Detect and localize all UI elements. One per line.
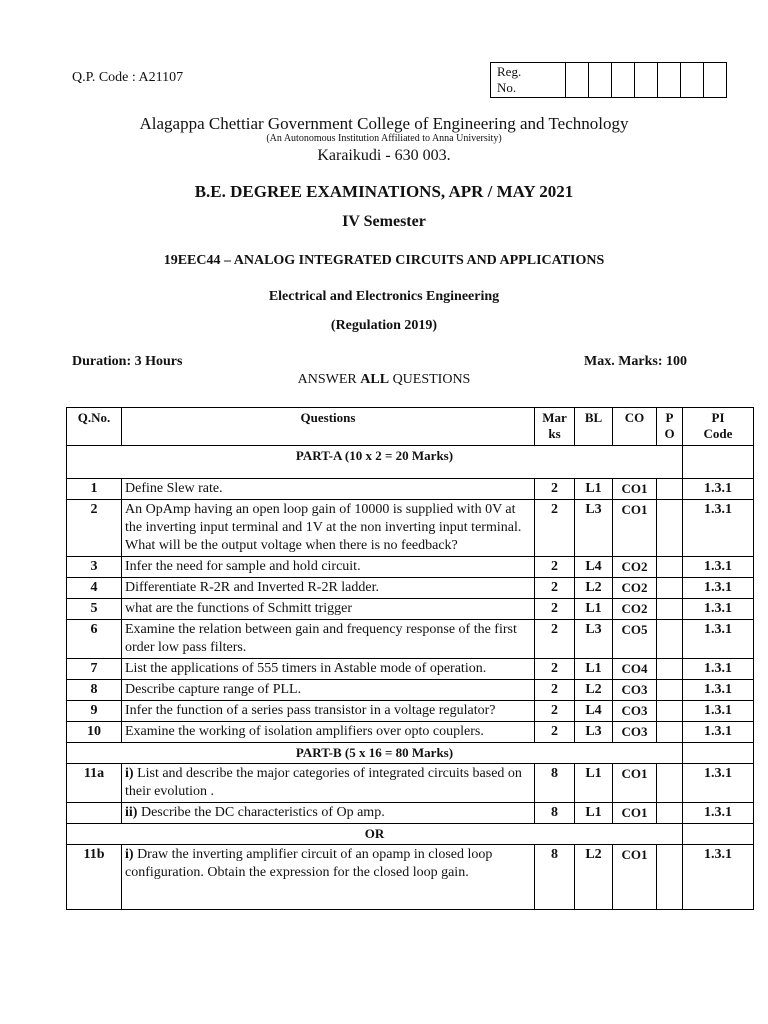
bl-cell: L3 <box>575 500 613 557</box>
semester: IV Semester <box>342 213 426 230</box>
table-row <box>67 599 754 620</box>
question-number: 11a <box>67 764 122 803</box>
sub-question-label: i) <box>125 847 134 862</box>
header-pi <box>683 408 754 446</box>
part-a-heading: PART-A (10 x 2 = 20 Marks) <box>67 446 683 479</box>
reg-digit-box[interactable] <box>681 63 704 98</box>
department: Electrical and Electronics Engineering <box>268 289 500 304</box>
marks-cell: 2 <box>535 680 575 701</box>
bl-cell: L3 <box>575 620 613 659</box>
pi-cell: 1.3.1 <box>683 659 754 680</box>
co-cell: CO3 <box>613 680 657 701</box>
marks-cell: 8 <box>535 764 575 803</box>
co-cell: CO1 <box>613 803 657 824</box>
bl-cell: L2 <box>575 845 613 910</box>
table-row <box>67 578 754 599</box>
pi-cell: 1.3.1 <box>683 599 754 620</box>
question-text: An OpAmp having an open loop gain of 10000 is supplied with 0V at the inverting input terminal and 1V at the non inverting input terminal. What will be the output voltage when there is no feedback? <box>122 500 535 557</box>
header-po-l1: P <box>665 410 674 425</box>
po-cell <box>657 803 683 824</box>
po-cell <box>657 845 683 910</box>
question-number: 4 <box>67 578 122 599</box>
or-separator: OR <box>67 824 683 845</box>
table-row <box>67 500 754 557</box>
bl-cell: L1 <box>575 803 613 824</box>
table-header-row <box>67 408 754 446</box>
marks-cell: 2 <box>535 722 575 743</box>
question-number: 2 <box>67 500 122 557</box>
part-a-heading-empty <box>683 446 754 479</box>
question-number <box>67 803 122 824</box>
co-cell: CO2 <box>613 557 657 578</box>
po-cell <box>657 680 683 701</box>
header-marks-l1: Mar <box>542 410 567 425</box>
header-po <box>657 408 683 446</box>
pi-cell: 1.3.1 <box>683 722 754 743</box>
pi-cell: 1.3.1 <box>683 680 754 701</box>
header-pi-l2: Code <box>703 426 733 441</box>
question-number: 5 <box>67 599 122 620</box>
course-title: 19EEC44 – ANALOG INTEGRATED CIRCUITS AND APPLICATIONS <box>163 253 605 268</box>
co-cell: CO1 <box>613 845 657 910</box>
marks-cell: 2 <box>535 659 575 680</box>
table-row <box>67 620 754 659</box>
co-cell: CO2 <box>613 578 657 599</box>
affiliation: (An Autonomous Institution Affiliated to Anna University) <box>266 133 502 144</box>
sub-question-text: Draw the inverting amplifier circuit of an opamp in closed loop configuration. Obtain the expression for the closed loop gain. <box>125 847 493 880</box>
answer-suffix: QUESTIONS <box>389 372 471 387</box>
co-cell: CO5 <box>613 620 657 659</box>
part-b-heading-row <box>67 743 754 764</box>
header-po-l2: O <box>664 426 675 441</box>
answer-all: ALL <box>360 372 390 387</box>
marks-cell: 8 <box>535 803 575 824</box>
answer-instruction <box>0 372 768 388</box>
bl-cell: L4 <box>575 557 613 578</box>
marks-cell: 2 <box>535 578 575 599</box>
bl-cell: L2 <box>575 578 613 599</box>
bl-cell: L4 <box>575 701 613 722</box>
reg-digit-box[interactable] <box>635 63 658 98</box>
pi-cell: 1.3.1 <box>683 578 754 599</box>
sub-question-text: Describe the DC characteristics of Op amp. <box>137 805 385 820</box>
pi-cell: 1.3.1 <box>683 764 754 803</box>
part-a-heading-row <box>67 446 754 479</box>
question-number: 1 <box>67 479 122 500</box>
marks-cell: 8 <box>535 845 575 910</box>
college-name: Alagappa Chettiar Government College of Engineering and Technology <box>139 114 629 133</box>
po-cell <box>657 500 683 557</box>
bl-cell: L1 <box>575 659 613 680</box>
co-cell: CO1 <box>613 500 657 557</box>
table-row <box>67 479 754 500</box>
question-text: what are the functions of Schmitt trigger <box>122 599 535 620</box>
question-text: Examine the relation between gain and frequency response of the first order low pass filters. <box>122 620 535 659</box>
marks-cell: 2 <box>535 701 575 722</box>
question-text: Infer the need for sample and hold circuit. <box>122 557 535 578</box>
header-marks-l2: ks <box>548 426 561 441</box>
question-text: Examine the working of isolation amplifiers over opto couplers. <box>122 722 535 743</box>
table-row <box>67 701 754 722</box>
reg-label-line2: No. <box>497 80 517 95</box>
reg-digit-box[interactable] <box>612 63 635 98</box>
header-marks <box>535 408 575 446</box>
table-row <box>67 845 754 910</box>
duration: Duration: 3 Hours <box>72 354 183 369</box>
po-cell <box>657 620 683 659</box>
table-row <box>67 557 754 578</box>
college-place: Karaikudi - 630 003. <box>317 147 451 164</box>
co-cell: CO2 <box>613 599 657 620</box>
question-text <box>122 845 535 910</box>
sub-question-label: i) <box>125 766 134 781</box>
po-cell <box>657 599 683 620</box>
question-text <box>122 803 535 824</box>
or-empty <box>683 824 754 845</box>
question-text: Describe capture range of PLL. <box>122 680 535 701</box>
question-number: 11b <box>67 845 122 910</box>
header-qno: Q.No. <box>67 408 122 446</box>
header-questions: Questions <box>122 408 535 446</box>
header-pi-l1: PI <box>711 410 725 425</box>
reg-no-label <box>491 63 566 98</box>
pi-cell: 1.3.1 <box>683 803 754 824</box>
marks-cell: 2 <box>535 620 575 659</box>
co-cell: CO1 <box>613 764 657 803</box>
table-row <box>67 803 754 824</box>
po-cell <box>657 701 683 722</box>
question-text: List the applications of 555 timers in Astable mode of operation. <box>122 659 535 680</box>
reg-digit-box[interactable] <box>589 63 612 98</box>
pi-cell: 1.3.1 <box>683 557 754 578</box>
part-b-heading-empty <box>683 743 754 764</box>
question-text: Infer the function of a series pass transistor in a voltage regulator? <box>122 701 535 722</box>
po-cell <box>657 722 683 743</box>
marks-cell: 2 <box>535 599 575 620</box>
table-row <box>67 722 754 743</box>
table-row <box>67 764 754 803</box>
bl-cell: L1 <box>575 764 613 803</box>
question-number: 8 <box>67 680 122 701</box>
marks-cell: 2 <box>535 479 575 500</box>
regulation: (Regulation 2019) <box>330 318 438 333</box>
bl-cell: L1 <box>575 599 613 620</box>
co-cell: CO3 <box>613 722 657 743</box>
bl-cell: L2 <box>575 680 613 701</box>
reg-digit-box[interactable] <box>566 63 589 98</box>
question-number: 10 <box>67 722 122 743</box>
reg-number-boxes <box>490 62 727 98</box>
part-b-heading: PART-B (5 x 16 = 80 Marks) <box>67 743 683 764</box>
po-cell <box>657 479 683 500</box>
question-number: 3 <box>67 557 122 578</box>
answer-prefix: ANSWER <box>297 372 361 387</box>
co-cell: CO3 <box>613 701 657 722</box>
question-number: 7 <box>67 659 122 680</box>
bl-cell: L3 <box>575 722 613 743</box>
qp-code: Q.P. Code : A21107 <box>72 70 184 85</box>
question-text: Define Slew rate. <box>122 479 535 500</box>
po-cell <box>657 659 683 680</box>
co-cell: CO4 <box>613 659 657 680</box>
pi-cell: 1.3.1 <box>683 479 754 500</box>
question-number: 6 <box>67 620 122 659</box>
table-row <box>67 680 754 701</box>
marks-cell: 2 <box>535 500 575 557</box>
table-row <box>67 659 754 680</box>
sub-question-text: List and describe the major categories of integrated circuits based on their evolution . <box>125 766 522 799</box>
or-row <box>67 824 754 845</box>
question-text: Differentiate R-2R and Inverted R-2R ladder. <box>122 578 535 599</box>
po-cell <box>657 764 683 803</box>
sub-question-label: ii) <box>125 805 138 820</box>
header-co: CO <box>613 408 657 446</box>
question-number: 9 <box>67 701 122 722</box>
po-cell <box>657 578 683 599</box>
bl-cell: L1 <box>575 479 613 500</box>
exam-title: B.E. DEGREE EXAMINATIONS, APR / MAY 2021 <box>194 182 574 201</box>
po-cell <box>657 557 683 578</box>
question-text <box>122 764 535 803</box>
reg-digit-box[interactable] <box>658 63 681 98</box>
marks-cell: 2 <box>535 557 575 578</box>
question-table <box>66 407 754 910</box>
pi-cell: 1.3.1 <box>683 500 754 557</box>
pi-cell: 1.3.1 <box>683 845 754 910</box>
pi-cell: 1.3.1 <box>683 701 754 722</box>
pi-cell: 1.3.1 <box>683 620 754 659</box>
reg-label-line1: Reg. <box>497 64 522 79</box>
header-bl: BL <box>575 408 613 446</box>
reg-digit-box[interactable] <box>704 63 727 98</box>
co-cell: CO1 <box>613 479 657 500</box>
max-marks: Max. Marks: 100 <box>584 354 688 369</box>
